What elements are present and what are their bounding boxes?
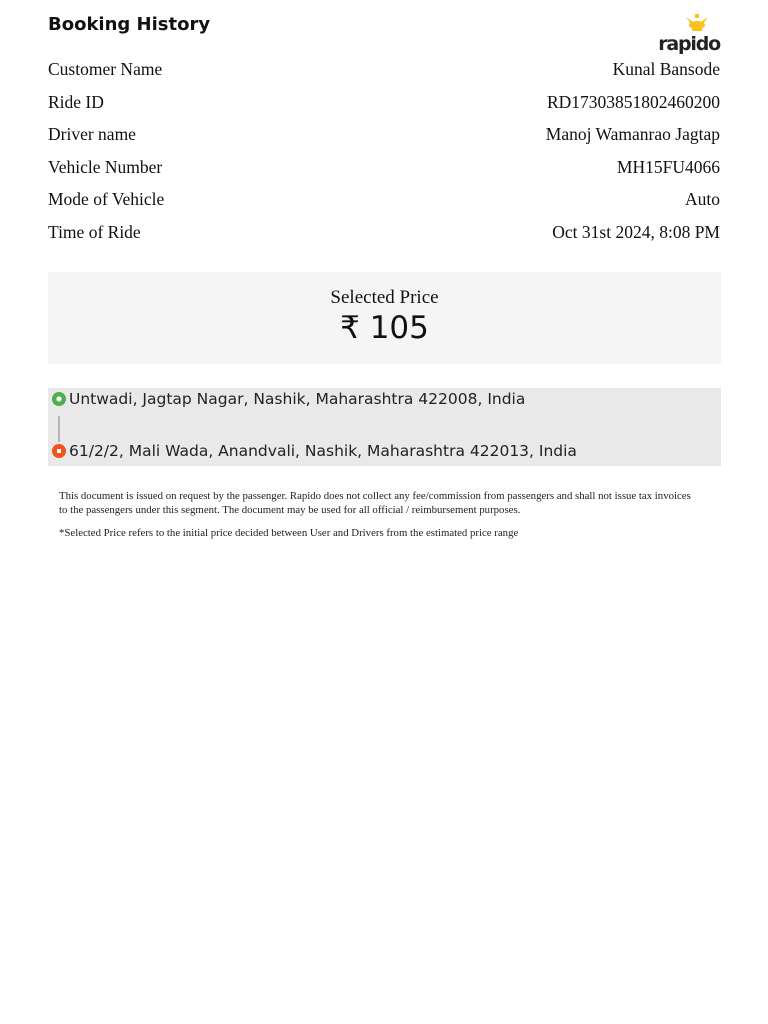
ride-details (48, 56, 720, 251)
disclaimer-text: This document is issued on request by the passenger. Rapido does not collect any fee/commission from passengers and shall not issue tax invoices to the passengers under this segment. The document may be used for all official / reimbursement purposes. (59, 490, 691, 516)
detail-label: Mode of Vehicle (48, 189, 165, 209)
drop-address: 61/2/2, Mali Wada, Anandvali, Nashik, Maharashtra 422013, India (69, 442, 577, 460)
detail-label: Vehicle Number (48, 156, 163, 177)
route-box (48, 388, 721, 466)
header (48, 12, 720, 55)
detail-value: Oct 31st 2024, 8:08 PM (552, 221, 720, 242)
detail-label: Customer Name (48, 59, 163, 79)
selected-price-box (48, 272, 721, 364)
page-title: Booking History (48, 14, 211, 35)
detail-label: Time of Ride (48, 221, 141, 242)
detail-value: Auto (685, 189, 720, 209)
detail-value: Kunal Bansode (612, 59, 720, 79)
rapido-logo-mark-icon (684, 14, 710, 32)
detail-value: RD17303851802460200 (546, 91, 720, 112)
drop-marker-icon (51, 443, 67, 459)
selected-price-label: Selected Price (330, 287, 439, 308)
detail-row-customer-name (48, 56, 720, 89)
route-connector-line (58, 416, 60, 442)
detail-row-ride-id (48, 89, 720, 122)
detail-value: Manoj Wamanrao Jagtap (545, 124, 720, 144)
rapido-logo (656, 14, 720, 54)
drop-location (51, 442, 577, 460)
detail-row-vehicle-number (48, 154, 720, 187)
selected-price-value: ₹ 105 (340, 310, 429, 346)
pickup-marker-icon (51, 391, 67, 407)
pickup-address: Untwadi, Jagtap Nagar, Nashik, Maharashtra 422008, India (69, 390, 526, 408)
selected-price-note: *Selected Price refers to the initial price decided between User and Drivers from the estimated price range (59, 527, 519, 539)
detail-row-time-of-ride (48, 219, 720, 252)
detail-label: Driver name (48, 124, 136, 144)
pickup-location (51, 390, 525, 408)
detail-row-mode-of-vehicle (48, 186, 720, 219)
detail-row-driver-name (48, 121, 720, 154)
detail-label: Ride ID (48, 91, 104, 112)
rapido-logo-text: rapido (658, 33, 720, 55)
detail-value: MH15FU4066 (616, 156, 720, 177)
